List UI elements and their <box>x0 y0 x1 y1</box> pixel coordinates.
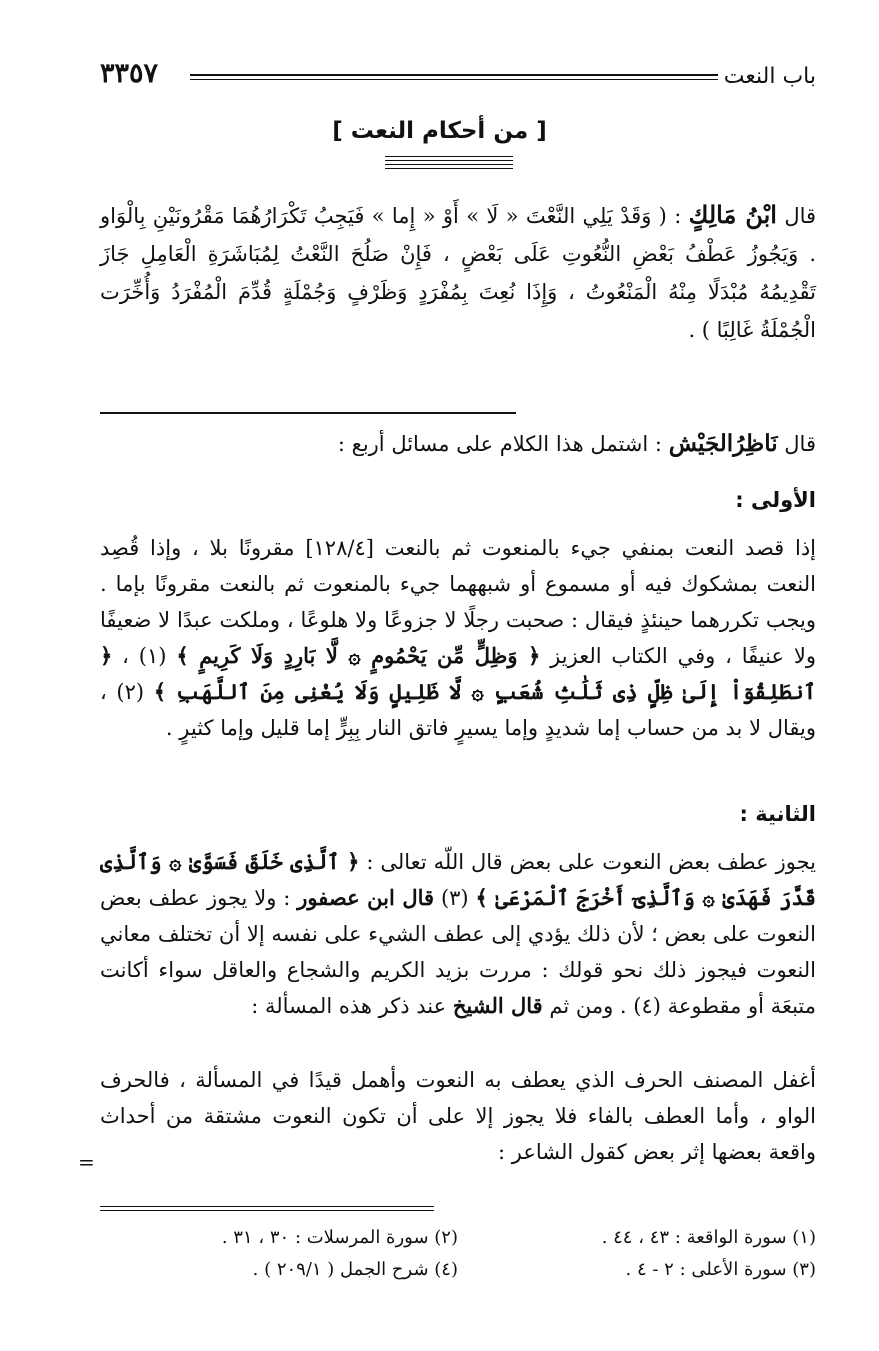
quote-intro: قال <box>784 204 817 228</box>
second-part1: يجوز عطف بعض النعوت على بعض قال اللّه تعالى : <box>366 850 816 874</box>
cited-scholar-ibn-usfur: قال ابن عصفور <box>297 885 435 910</box>
page-number: ٣٣٥٧ <box>100 58 159 89</box>
cited-scholar-shaykh: قال الشيخ <box>452 993 543 1018</box>
first-part2: ويقال لا بد من حساب إما شديدٍ وإما يسيرٍ فاتق النار بِبِرٍّ إما قليل وإما كثيرٍ . <box>165 716 816 740</box>
chapter-title: باب النعت <box>723 64 816 89</box>
footnote-row <box>100 1222 816 1254</box>
footnote-4: (٤) شرح الجمل ( ٢٠٩/١ ) . <box>252 1259 458 1280</box>
title-underline <box>385 156 513 172</box>
quote-author: ابْنُ مَالِكٍ <box>688 200 777 229</box>
heading-first: الأولى : <box>735 488 816 512</box>
second-part2: : ولا يجوز عطف بعض النعوت على بعض ؛ لأن ذلك يؤدي إلى عطف الشيء على نفسه إلا أن تختلف معاني النعوت فيجوز ذلك نحو قولك : مررت بزيد الكريم والشجاع والعاقل سواء أكانت متبعَة أو مقطوعة (٤) . ومن ثم <box>100 886 816 1018</box>
footnote-1: (١) سورة الواقعة : ٤٣ ، ٤٤ . <box>601 1227 816 1248</box>
footnotes <box>100 1222 816 1286</box>
continuation-mark: = <box>78 1150 95 1174</box>
commentary-intro-word: قال <box>784 432 816 456</box>
separator-rule <box>100 412 516 414</box>
footnote-ref-1: (١) ، <box>112 644 177 668</box>
commentary-intro <box>100 426 816 462</box>
paragraph-third: أغفل المصنف الحرف الذي يعطف به النعوت وأهمل قيدًا في المسألة ، فالحرف الواو ، وأما العطف بالفاء فلا يجوز إلا على أن تكون النعوت مشتقة من أحداث واقعة بعضها إثر بعض كقول الشاعر : <box>100 1068 816 1164</box>
second-part3: عند ذكر هذه المسألة : <box>251 994 447 1018</box>
quran-verse-3: ﴿ ٱلَّذِى خَلَقَ فَسَوَّىٰ ۞ وَٱلَّذِى قَدَّرَ فَهَدَىٰ ۞ وَٱلَّذِىٓ أَخْرَجَ ٱلْمَرْعَىٰ ﴾ <box>100 849 817 910</box>
quran-verse-2: ﴿ ٱنطَلِقُوٓاْ إِلَىٰ ظِلٍّ ذِى ثَلَٰثِ شُعَبٍ ۞ لَّا ظَلِيلٍ وَلَا يُغْنِى مِنَ ٱللَّهَبِ ﴾ <box>100 643 816 704</box>
footnote-ref-3: (٣) <box>434 886 476 910</box>
header-rule <box>190 74 718 80</box>
first-part1: إذا قصد النعت بمنفي جيء بالمنعوت ثم بالنعت [١٢٨/٤] مقرونًا بلا ، وإذا قُصِد النعت بمشكوك فيه أو مسموع أو شبههما جيء بالمنعوت ثم بالنعت مقرونًا بإما . ويجب تكررهما حينئذٍ فيقال : صحبت رجلًا لا جزوعًا ولا هلوعًا ، وملكت عبدًا لا ضعيفًا ولا عنيفًا ، وفي الكتاب العزيز <box>100 536 817 668</box>
commentary-text: : اشتمل هذا الكلام على مسائل أربع : <box>337 432 662 456</box>
footnote-3: (٣) سورة الأعلى : ٢ - ٤ . <box>625 1259 816 1280</box>
quran-verse-1: ﴿ وَظِلٍّ مِّن يَحْمُومٍ ۞ لَّا بَارِدٍ وَلَا كَرِيمٍ ﴾ <box>176 643 541 668</box>
section-title: [ من أحكام النعت ] <box>332 118 547 144</box>
footnote-2: (٢) سورة المرسلات : ٣٠ ، ٣١ . <box>221 1227 458 1248</box>
footnote-rule <box>100 1206 434 1214</box>
footnote-row <box>100 1254 816 1286</box>
heading-second: الثانية : <box>739 802 816 826</box>
commentary-author: نَاظِرُالجَيْش <box>668 430 778 457</box>
paragraph-first <box>100 530 816 746</box>
paragraph-second <box>100 844 816 1024</box>
quote-body: : ( وَقَدْ يَلِي النَّعْتَ « لَا » أَوْ « إِما » فَيَجِبُ تَكْرَارُهُمَا مَقْرُونَيْنِ بِالْوَاو . وَيَجُوزُ عَطْفُ بَعْضِ النُّعُوتِ عَلَى بَعْضٍ ، فَإِنْ صَلُحَ النَّعْتُ لِمُبَاشَرَةِ الْعَامِلِ جَازَ تَقْدِيمُهُ مُبْدَلًا مِنْهُ الْمَنْعُوتُ ، وَإِذَا نُعِتَ بِمُفْرَدٍ وَظَرْفٍ وَجُمْلَةٍ قُدِّمَ الْمُفْرَدُ وَأُخِّرَت الْجُمْلَةُ غَالِبًا ) . <box>100 204 816 342</box>
quoted-verse-text <box>100 196 816 349</box>
footnote-ref-2: (٢) ، <box>100 680 154 704</box>
running-header <box>100 58 816 92</box>
